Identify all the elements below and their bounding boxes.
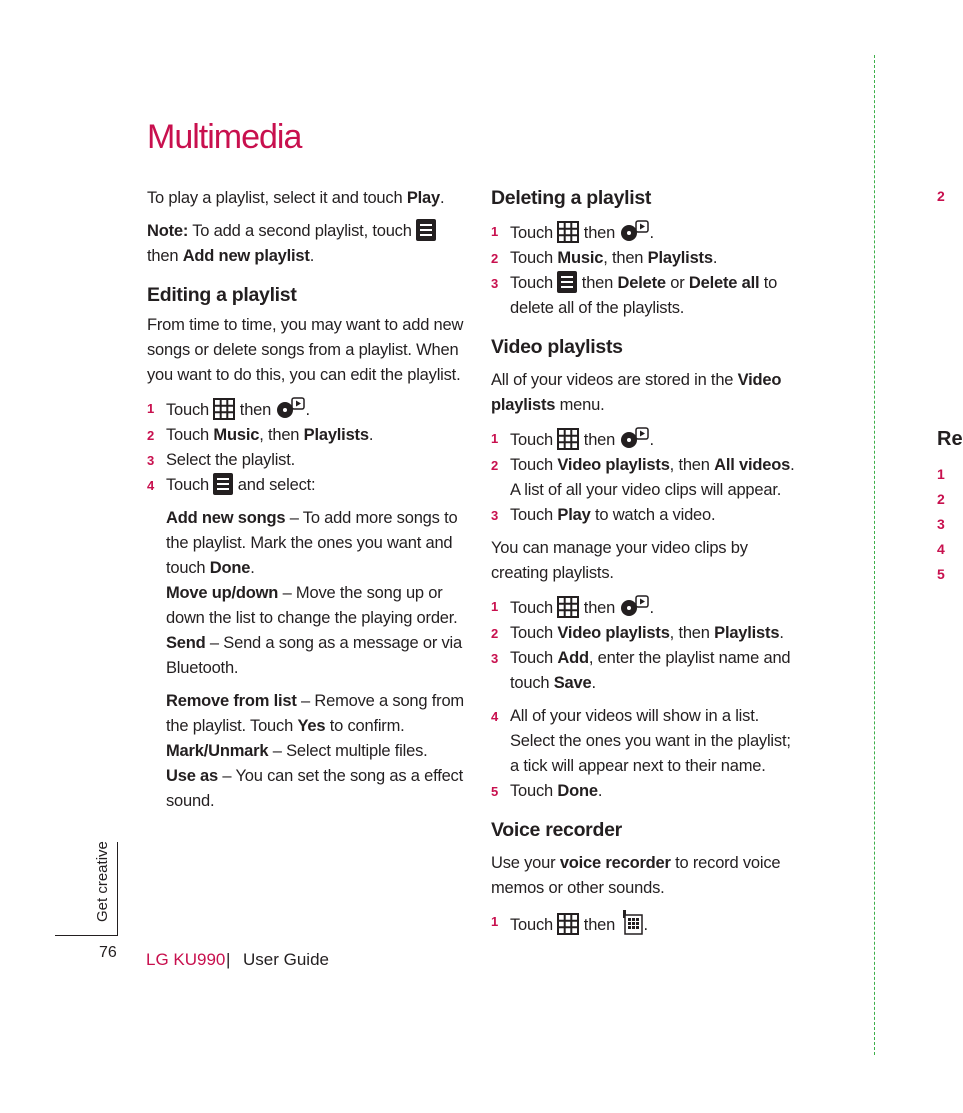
middle-column: [491, 186, 796, 946]
list-item: 2 Touch Music, then Playlists.: [491, 249, 718, 267]
list-item: 4 Touch and select:: [147, 473, 467, 498]
list-item: 1 Touch then .: [147, 396, 467, 423]
section-label: Get creative: [94, 841, 111, 922]
list-item: 2 Touch Music, then Playlists.: [147, 426, 374, 444]
list-item: 1 Touch then .: [491, 594, 796, 621]
video-playlists-heading: Video playlists: [491, 336, 623, 358]
option-add-new-songs: Add new songs – To add more songs to the playlist. Mark the ones you want and touch Done.: [166, 509, 458, 577]
left-column: [147, 186, 467, 814]
list-item: 1 Touch then .: [491, 219, 796, 246]
note-paragraph: Note: To add a second playlist, touch then Add new playlist.: [147, 219, 467, 269]
page-number: 76: [99, 944, 117, 961]
list-item: 1 Touch then .: [491, 909, 796, 938]
option-send: Send – Send a song as a message or via Bluetooth.: [166, 634, 462, 677]
list-item: 1 Touch then .: [491, 426, 796, 453]
peek-number: 2: [937, 188, 945, 204]
peek-number: 3: [937, 516, 945, 532]
deleting-steps: [491, 219, 796, 321]
option-move-up-down: Move up/down – Move the song up or down the list to change the playing order.: [166, 584, 458, 627]
multimedia-icon: [620, 426, 650, 450]
deleting-heading: Deleting a playlist: [491, 187, 652, 209]
list-item: 3 Select the playlist.: [147, 451, 295, 469]
page-title: Multimedia: [147, 118, 302, 156]
options-menu-icon: [416, 219, 436, 241]
video-description: All of your videos are stored in the Video playlists menu.: [491, 371, 782, 414]
peek-heading: Re: [937, 428, 963, 450]
options-menu-icon: [213, 473, 233, 495]
list-item: 5 Touch Done.: [491, 782, 603, 800]
multimedia-icon: [276, 396, 306, 420]
video-steps: [491, 426, 796, 528]
editing-heading: Editing a playlist: [147, 284, 297, 306]
option-use-as: Use as – You can set the song as a effect sound.: [166, 767, 463, 810]
editing-steps: [147, 396, 467, 498]
intro-paragraph: To play a playlist, select it and touch Play.: [147, 189, 445, 207]
voice-description: Use your voice recorder to record voice memos or other sounds.: [491, 854, 781, 897]
menu-grid-icon: [557, 596, 579, 618]
list-item: 2 Touch Video playlists, then All videos. A list of all your video clips will appear.: [491, 456, 795, 499]
peek-number: 1: [937, 466, 945, 482]
footer-separator: |: [226, 950, 231, 969]
peek-number: 4: [937, 541, 945, 557]
editing-description: From time to time, you may want to add new songs or delete songs from a playlist. When you want to do this, you can edit the playlist.: [147, 316, 464, 384]
manage-steps: [491, 594, 796, 804]
menu-grid-icon: [557, 221, 579, 243]
menu-grid-icon: [557, 428, 579, 450]
option-remove-from-list: Remove from list – Remove a song from the playlist. Touch Yes to confirm.: [166, 692, 464, 735]
peek-number: 5: [937, 566, 945, 582]
menu-grid-icon: [213, 398, 235, 420]
fold-dashed-line: [874, 55, 875, 1055]
list-item: 3 Touch Play to watch a video.: [491, 506, 716, 524]
list-item: 3 Touch Add, enter the playlist name and touch Save.: [491, 649, 791, 692]
footer-rule: [55, 935, 117, 936]
list-item: 4 All of your videos will show in a list. Select the ones you want in the playlist; a tick will appear next to their name.: [491, 707, 791, 775]
menu-grid-icon: [557, 913, 579, 935]
footer-brand: LG KU990: [146, 950, 226, 969]
multimedia-icon: [620, 594, 650, 618]
footer-guide: User Guide: [243, 950, 329, 969]
manage-description: You can manage your video clips by creating playlists.: [491, 539, 748, 582]
voice-recorder-icon: [620, 909, 644, 935]
multimedia-icon: [620, 219, 650, 243]
voice-steps: [491, 909, 796, 938]
voice-recorder-heading: Voice recorder: [491, 819, 622, 841]
edit-options: [147, 506, 467, 814]
list-item: 2 Touch Video playlists, then Playlists.: [491, 624, 784, 642]
option-mark-unmark: Mark/Unmark – Select multiple files.: [166, 742, 428, 760]
footer-vertical-rule: [117, 842, 118, 936]
peek-number: 2: [937, 491, 945, 507]
list-item: 3 Touch then Delete or Delete all to delete all of the playlists.: [491, 271, 796, 321]
options-menu-icon: [557, 271, 577, 293]
